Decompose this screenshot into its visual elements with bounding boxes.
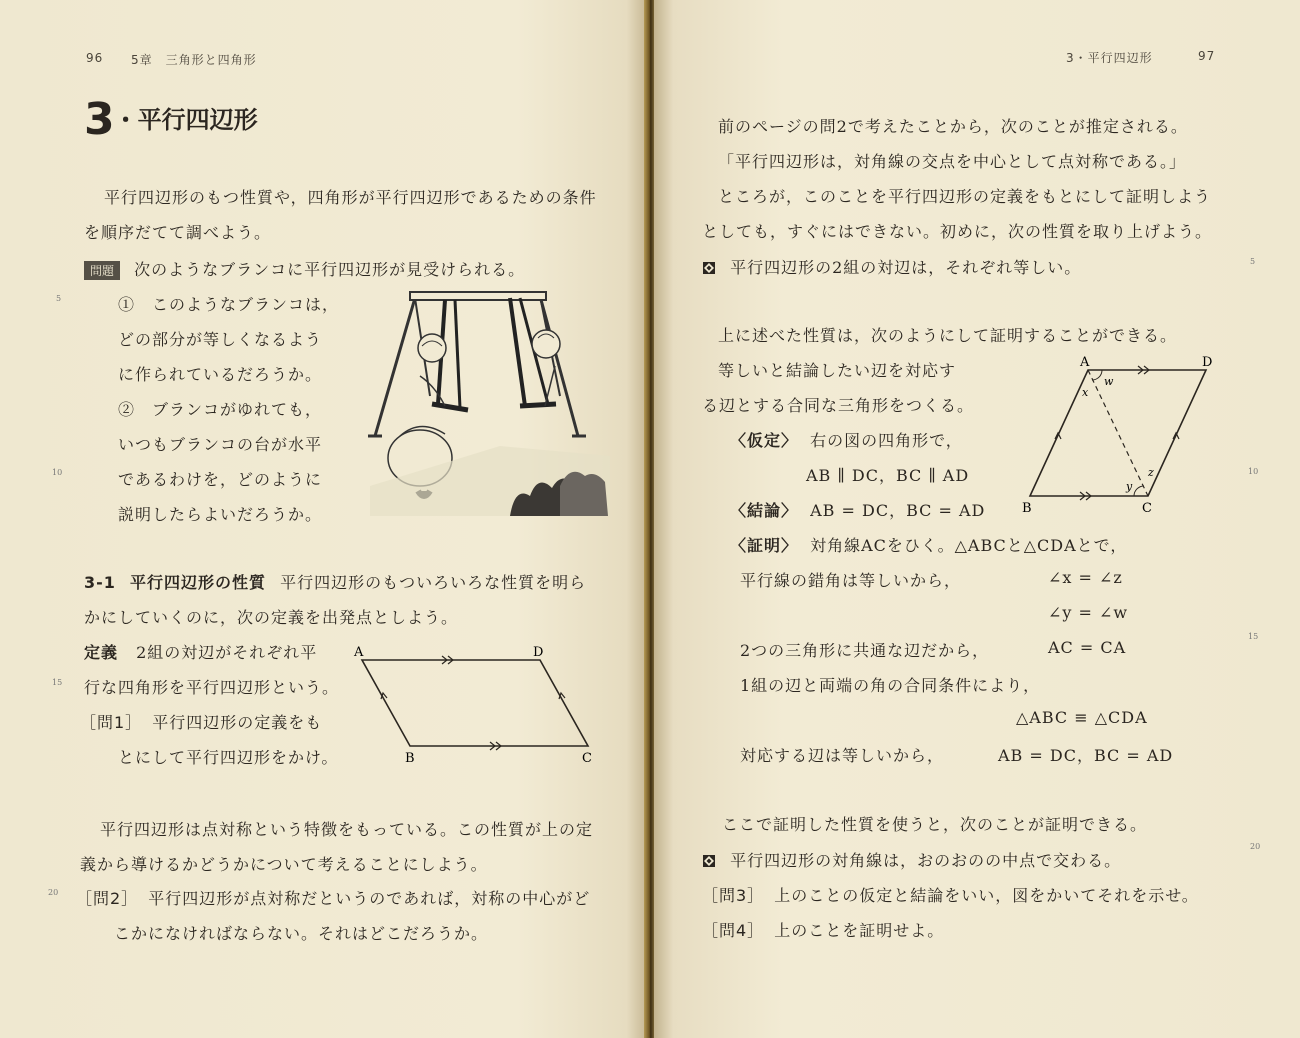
proof-label: 〈証明〉 bbox=[730, 536, 799, 555]
subsection-number: 3-1 bbox=[84, 573, 116, 592]
q4-label: ［問4］ bbox=[702, 921, 765, 940]
proof bbox=[730, 533, 1127, 556]
problem-item-4: ② ブランコがゆれても， bbox=[118, 400, 323, 419]
diamond-mark-icon bbox=[702, 854, 716, 868]
conclusion-formula: AB = DC，BC = AD bbox=[810, 501, 986, 520]
question-4 bbox=[702, 918, 944, 941]
chapter-header: 5章 三角形と四角形 bbox=[131, 53, 257, 67]
left-page-number: 96 bbox=[86, 51, 104, 65]
fig2-label-y: y bbox=[1126, 480, 1133, 493]
section-title: 平行四辺形 bbox=[137, 106, 258, 134]
subsection-line-2: かにしていくのに，次の定義を出発点としよう。 bbox=[84, 608, 459, 627]
subsection-heading bbox=[84, 570, 586, 593]
assumption-text: 右の図の四角形で， bbox=[810, 431, 963, 450]
right-page bbox=[654, 0, 1300, 1038]
para-line-1: 平行四辺形は点対称という特徴をもっている。この性質が上の定 bbox=[100, 820, 594, 839]
top-line-4: としても，すぐにはできない。初めに，次の性質を取り上げよう。 bbox=[702, 222, 1213, 241]
assumption-formula: AB ∥ DC，BC ∥ AD bbox=[806, 466, 970, 485]
proof-step-6-reason: 対応する辺は等しいから， bbox=[740, 746, 945, 765]
fig2-label-d: D bbox=[1202, 355, 1213, 370]
q3-text: 上のことの仮定と結論をいい，図をかいてそれを示せ。 bbox=[774, 886, 1199, 905]
q4-text: 上のことを証明せよ。 bbox=[774, 921, 945, 940]
subsection-line-1: 平行四辺形のもついろいろな性質を明ら bbox=[280, 573, 587, 592]
problem-badge: 問題 bbox=[84, 261, 120, 280]
after-line-1: ここで証明した性質を使うと，次のことが証明できる。 bbox=[722, 815, 1148, 834]
problem-item-2: どの部分が等しくなるよう bbox=[118, 330, 323, 349]
problem-item-1: ① このようなブランコは， bbox=[118, 295, 340, 314]
q2-line-1: 平行四辺形が点対称だというのであれば，対称の中心がど bbox=[148, 889, 591, 908]
q2-line-2: こかになければならない。それはどこだろうか。 bbox=[114, 924, 489, 943]
proof-step-2-formula: ∠y = ∠w bbox=[1048, 603, 1129, 622]
question-1 bbox=[80, 710, 322, 733]
conclusion bbox=[730, 498, 985, 521]
fig1-label-a: A bbox=[354, 645, 364, 660]
fig1-label-c: C bbox=[582, 751, 592, 766]
problem-text: 次のようなブランコに平行四辺形が見受けられる。 bbox=[134, 260, 526, 279]
top-line-2: 「平行四辺形は，対角線の交点を中心として点対称である。」 bbox=[718, 152, 1187, 171]
q2-label: ［問2］ bbox=[76, 889, 139, 908]
assumption-label: 〈仮定〉 bbox=[730, 431, 799, 450]
fig2-label-x: x bbox=[1082, 386, 1089, 399]
section-number: 3 bbox=[84, 94, 114, 145]
question-2 bbox=[76, 886, 590, 909]
fig2-label-a: A bbox=[1080, 355, 1090, 370]
swing-illustration bbox=[360, 286, 610, 526]
line-number-15: 15 bbox=[52, 678, 63, 687]
definition-line-2: 行な四角形を平行四辺形という。 bbox=[84, 678, 340, 697]
q1-line-1: 平行四辺形の定義をも bbox=[152, 713, 323, 732]
running-header: 3・平行四辺形 bbox=[1066, 51, 1153, 65]
fig2-label-b: B bbox=[1022, 501, 1032, 516]
definition bbox=[84, 640, 317, 663]
conclusion-label: 〈結論〉 bbox=[730, 501, 799, 520]
problem-item-5: いつもブランコの台が水平 bbox=[118, 435, 323, 454]
diamond-mark-icon bbox=[702, 261, 716, 275]
proof-step-1-reason: 平行線の錯角は等しいから， bbox=[740, 571, 962, 590]
fig2-label-w: w bbox=[1104, 375, 1114, 388]
section-heading: 3・平行四辺形 bbox=[84, 94, 258, 145]
property-1-text: 平行四辺形の2組の対辺は，それぞれ等しい。 bbox=[730, 258, 1082, 277]
proof-step-6-formula: AB = DC，BC = AD bbox=[998, 746, 1174, 765]
right-page-number: 97 bbox=[1198, 49, 1216, 63]
question-3 bbox=[702, 883, 1199, 906]
subsection-title: 平行四辺形の性質 bbox=[130, 573, 267, 592]
fig1-label-d: D bbox=[533, 645, 544, 660]
q1-line-2: とにして平行四辺形をかけ。 bbox=[118, 748, 339, 767]
line-number-20: 20 bbox=[48, 888, 59, 897]
property-2 bbox=[702, 848, 1121, 871]
fig2-label-z: z bbox=[1148, 466, 1154, 479]
para-line-2: 義から導けるかどうかについて考えることにしよう。 bbox=[80, 855, 488, 874]
assumption bbox=[730, 428, 963, 451]
property-1 bbox=[702, 255, 1081, 278]
top-line-3: ところが，このことを平行四辺形の定義をもとにして証明しよう bbox=[718, 187, 1212, 206]
definition-label: 定義 bbox=[84, 643, 119, 662]
parallelogram-figure bbox=[350, 642, 610, 768]
problem-item-7: 説明したらよいだろうか。 bbox=[118, 505, 323, 524]
q1-label: ［問1］ bbox=[80, 713, 143, 732]
proof-step-1-formula: ∠x = ∠z bbox=[1048, 568, 1123, 587]
proof-step-4-reason: 1組の辺と両端の角の合同条件により， bbox=[740, 676, 1041, 695]
line-number-5: 5 bbox=[56, 294, 62, 303]
line-number-10: 10 bbox=[52, 468, 63, 477]
fig1-label-b: B bbox=[405, 751, 415, 766]
proof-figure bbox=[1022, 352, 1222, 518]
intro-line-1: 平行四辺形のもつ性質や，四角形が平行四辺形であるための条件 bbox=[104, 188, 597, 207]
proof-intro: 上に述べた性質は，次のようにして証明することができる。 bbox=[718, 326, 1178, 345]
problem-item-3: に作られているだろうか。 bbox=[118, 365, 323, 384]
top-line-1: 前のページの問2で考えたことから，次のことが推定される。 bbox=[718, 117, 1188, 136]
proof-intro-line-2: る辺とする合同な三角形をつくる。 bbox=[702, 396, 975, 415]
left-page bbox=[0, 0, 646, 1038]
right-line-number-20: 20 bbox=[1250, 842, 1261, 851]
problem-item-6: であるわけを，どのように bbox=[118, 470, 323, 489]
fig2-label-c: C bbox=[1142, 501, 1152, 516]
right-line-number-15: 15 bbox=[1248, 632, 1259, 641]
right-line-number-10: 10 bbox=[1248, 467, 1259, 476]
proof-step-3-reason: 2つの三角形に共通な辺だから， bbox=[740, 641, 990, 660]
proof-intro-line-1: 等しいと結論したい辺を対応す bbox=[718, 361, 957, 380]
definition-line-1: 2組の対辺がそれぞれ平 bbox=[136, 643, 318, 662]
right-line-number-5: 5 bbox=[1250, 257, 1256, 266]
proof-step-3-formula: AC = CA bbox=[1048, 638, 1127, 657]
intro-line-2: を順序だてて調べよう。 bbox=[84, 223, 272, 242]
proof-step-5-formula: △ABC ≡ △CDA bbox=[1016, 708, 1148, 727]
proof-text: 対角線ACをひく。△ABCと△CDAとで， bbox=[810, 536, 1128, 555]
problem-statement bbox=[84, 257, 525, 280]
property-2-text: 平行四辺形の対角線は，おのおのの中点で交わる。 bbox=[730, 851, 1122, 870]
q3-label: ［問3］ bbox=[702, 886, 765, 905]
